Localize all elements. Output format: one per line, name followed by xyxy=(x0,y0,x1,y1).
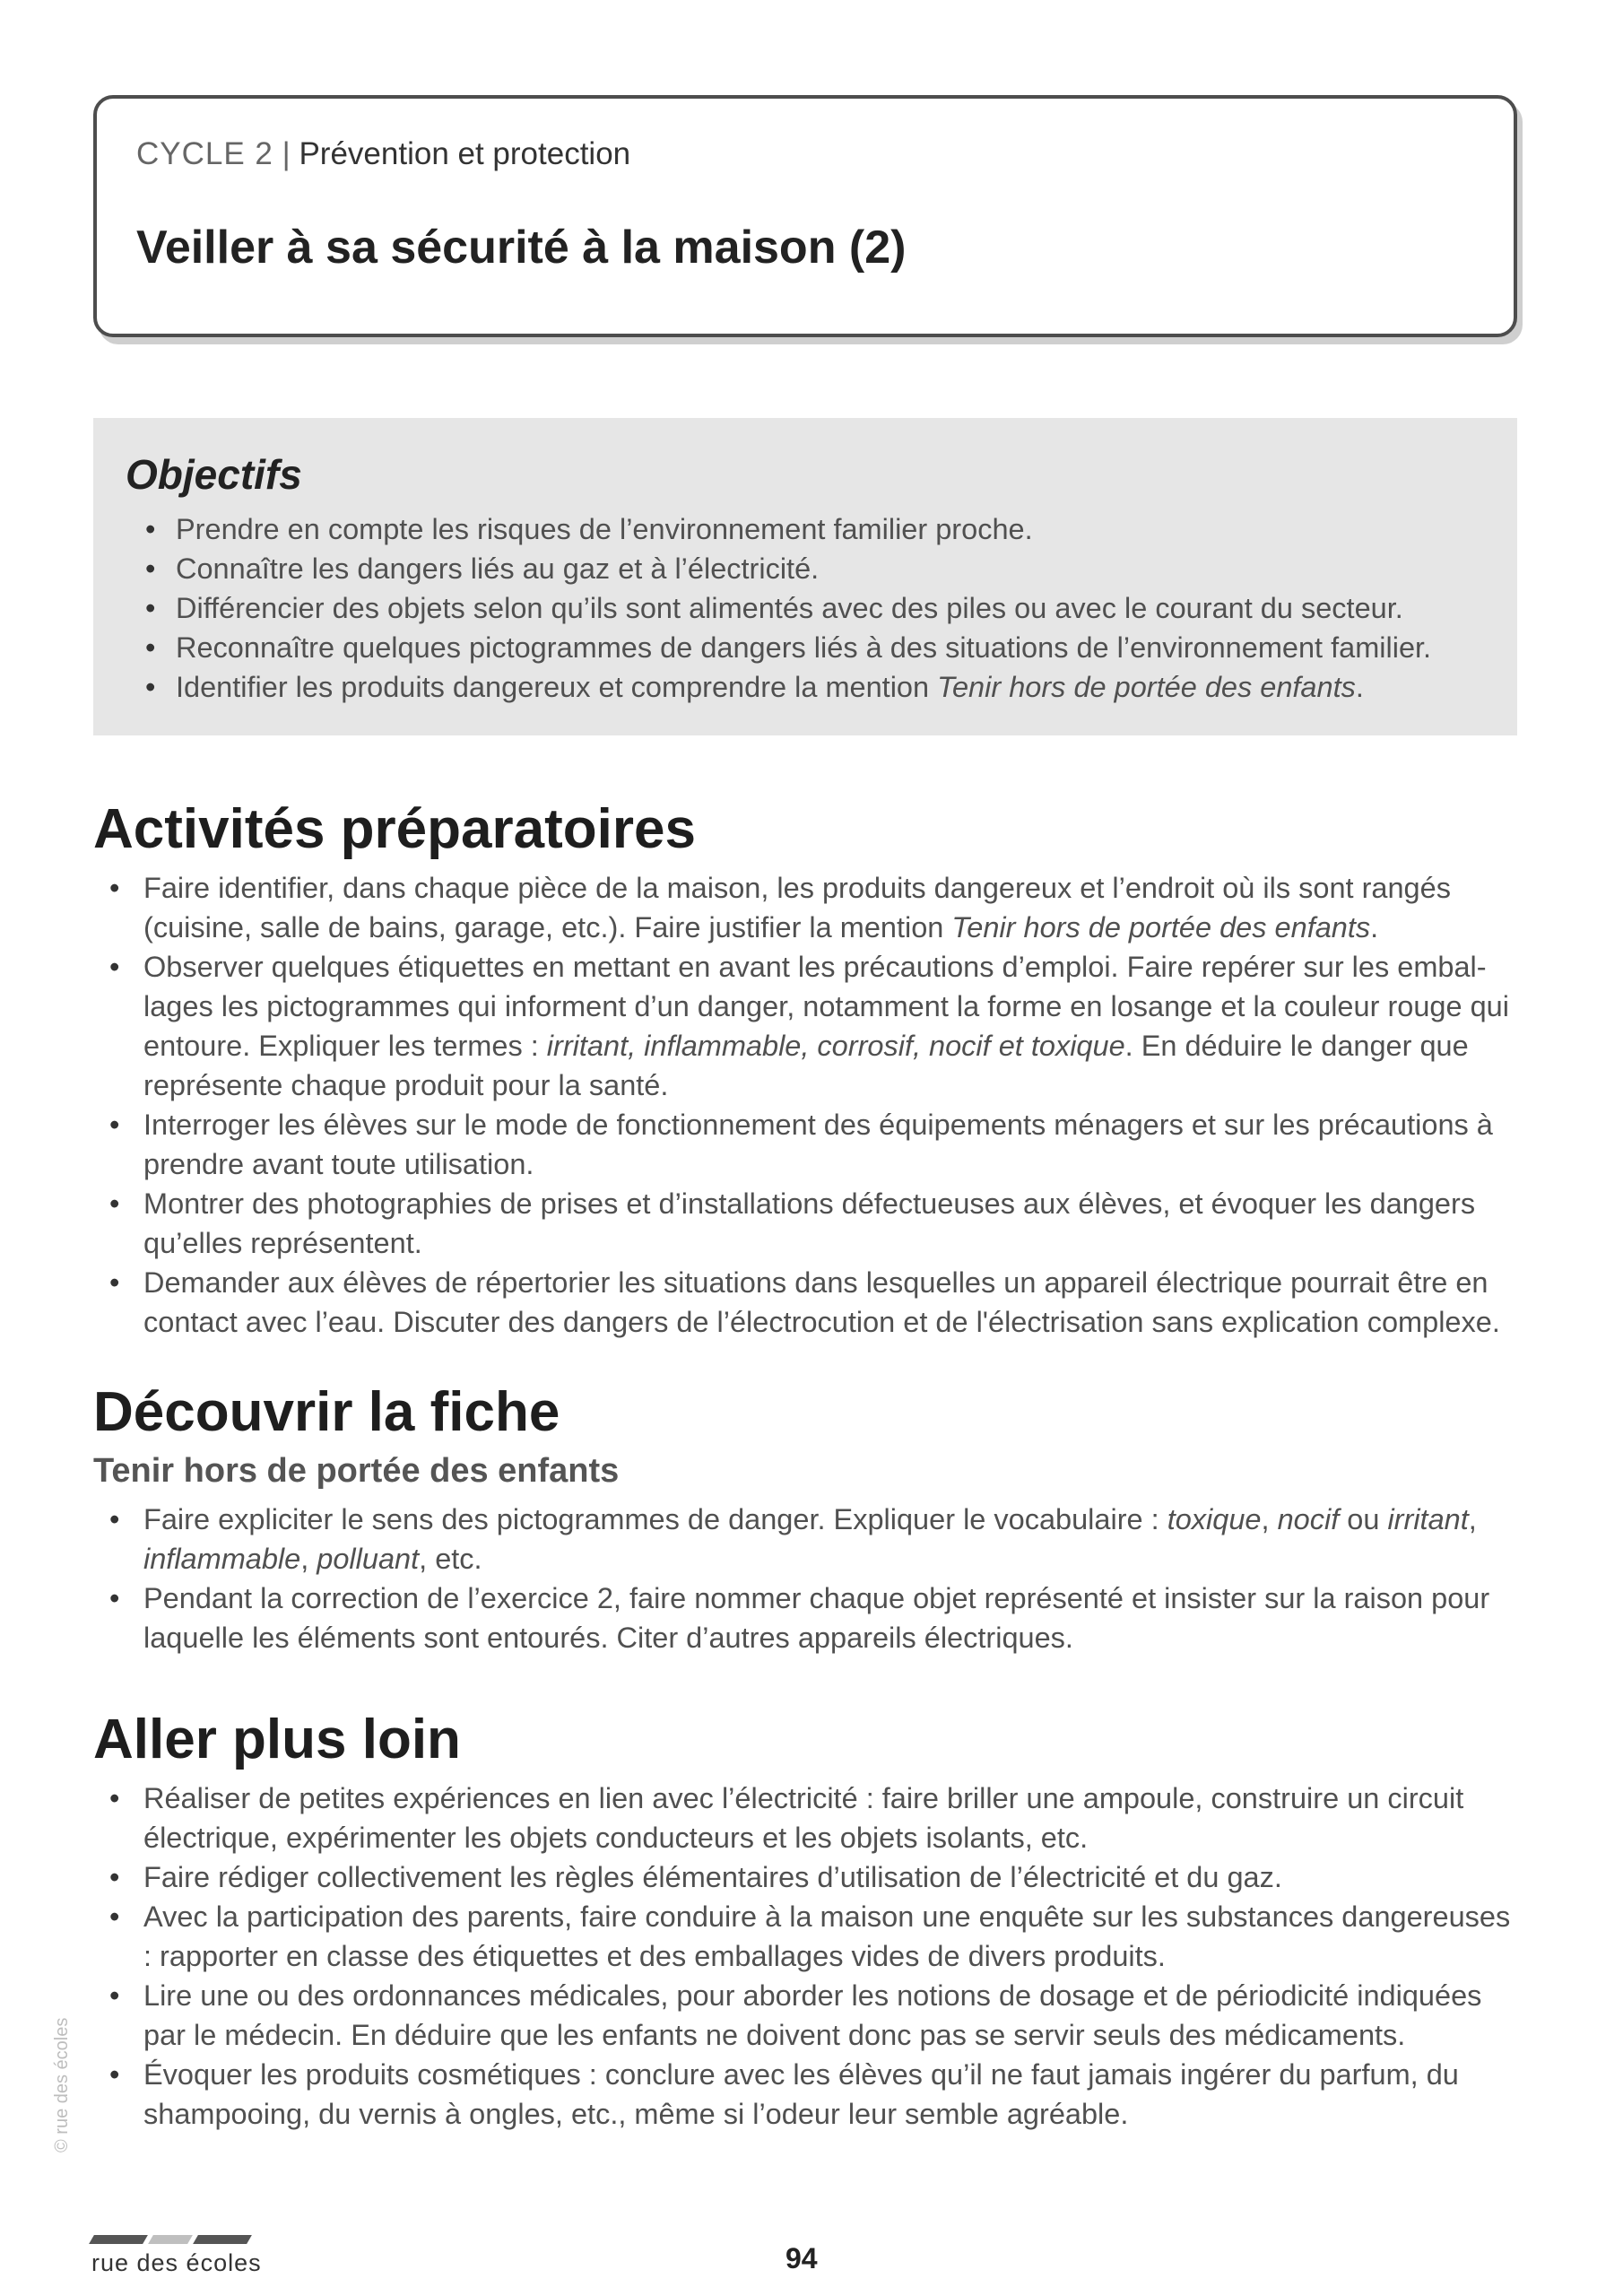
discover-list xyxy=(93,1500,1519,1657)
logo-bars-icon xyxy=(91,2235,262,2244)
list-item: • Identifier les produits dangereux et comprendre la mention Tenir hors de portée des enfants. xyxy=(126,667,1485,707)
list-item: • Connaître les dangers liés au gaz et à l’électricité. xyxy=(126,549,1485,588)
list-item: • Montrer des photographies de prises et d’installations défectueuses aux élèves, et évoquer les dangers qu’elles représentent. xyxy=(93,1184,1519,1263)
list-item: • Reconnaître quelques pictogrammes de dangers liés à des situations de l’environnement familier. xyxy=(126,628,1485,667)
section-heading: Activités préparatoires xyxy=(93,798,696,860)
preparatory-list xyxy=(93,868,1519,1342)
publisher-logo xyxy=(91,2235,262,2277)
objectives-list xyxy=(126,509,1485,707)
logo-text: rue des écoles xyxy=(91,2249,262,2276)
list-item: • Observer quelques étiquettes en mettant en avant les précautions d’emploi. Faire repérer sur les embal-lages les pictogrammes qui informent d’un danger, notamment la forme en losange et la couleur rouge qui entoure. Expliquer les termes : irritant, inflammable, corrosif, nocif et toxique. En déduire le danger que représente chaque produit pour la santé. xyxy=(93,947,1519,1105)
header-box xyxy=(93,95,1517,337)
list-item: • Avec la participation des parents, faire conduire à la maison une enquête sur les substances dangereuses : rapporter en classe des étiquettes et des emballages vides de divers produits. xyxy=(93,1897,1519,1976)
page-number: 94 xyxy=(785,2242,818,2274)
list-item: • Faire rédiger collectivement les règles élémentaires d’utilisation de l’électricité et du gaz. xyxy=(93,1857,1519,1897)
cycle-line xyxy=(136,136,630,172)
list-item: • Évoquer les produits cosmétiques : conclure avec les élèves qu’il ne faut jamais ingérer du parfum, du shampooing, du vernis à ongles, etc., même si l’odeur leur semble agréable. xyxy=(93,2055,1519,2134)
list-item: • Interroger les élèves sur le mode de fonctionnement des équipements ménagers et sur les précautions à prendre avant toute utilisation. xyxy=(93,1105,1519,1184)
list-item: • Demander aux élèves de répertorier les situations dans lesquelles un appareil électrique pourrait être en contact avec l’eau. Discuter des dangers de l’électrocution et de l'électrisation sans explication complexe. xyxy=(93,1263,1519,1342)
section-preparatory xyxy=(93,798,1519,1342)
cycle-separator: | xyxy=(273,136,299,171)
list-item: • Prendre en compte les risques de l’environnement familier proche. xyxy=(126,509,1485,549)
section-further xyxy=(93,1709,1519,2134)
list-item: • Lire une ou des ordonnances médicales, pour aborder les notions de dosage et de périodicité indiquées par le médecin. En déduire que les enfants ne doivent donc pas se servir seuls des médicaments. xyxy=(93,1976,1519,2055)
cycle-label: CYCLE 2 xyxy=(136,136,273,171)
list-item: • Pendant la correction de l’exercice 2, faire nommer chaque objet représenté et insister sur la raison pour laquelle les éléments sont entourés. Citer d’autres appareils électriques. xyxy=(93,1578,1519,1657)
page-title: Veiller à sa sécurité à la maison (2) xyxy=(136,222,907,274)
objectives-box xyxy=(93,418,1517,735)
list-item: • Faire expliciter le sens des pictogrammes de danger. Expliquer le vocabulaire : toxique, nocif ou irritant, inflammable, polluant, etc. xyxy=(93,1500,1519,1578)
section-discover xyxy=(93,1381,1519,1657)
section-heading: Aller plus loin xyxy=(93,1709,461,1770)
subject-label: Prévention et protection xyxy=(299,136,631,171)
section-heading: Découvrir la fiche xyxy=(93,1381,560,1443)
list-item: • Réaliser de petites expériences en lien avec l’électricité : faire briller une ampoule, construire un circuit électrique, expérimenter les objets conducteurs et les objets isolants, etc. xyxy=(93,1779,1519,1857)
further-list xyxy=(93,1779,1519,2134)
list-item: • Faire identifier, dans chaque pièce de la maison, les produits dangereux et l’endroit où ils sont rangés (cuisine, salle de bains, garage, etc.). Faire justifier la mention Tenir hors de portée des enfants. xyxy=(93,868,1519,947)
section-subheading: Tenir hors de portée des enfants xyxy=(93,1452,620,1490)
list-item: • Différencier des objets selon qu’ils sont alimentés avec des piles ou avec le courant du secteur. xyxy=(126,588,1485,628)
objectives-heading: Objectifs xyxy=(126,451,302,498)
copyright-text: © rue des écoles xyxy=(52,2017,72,2152)
